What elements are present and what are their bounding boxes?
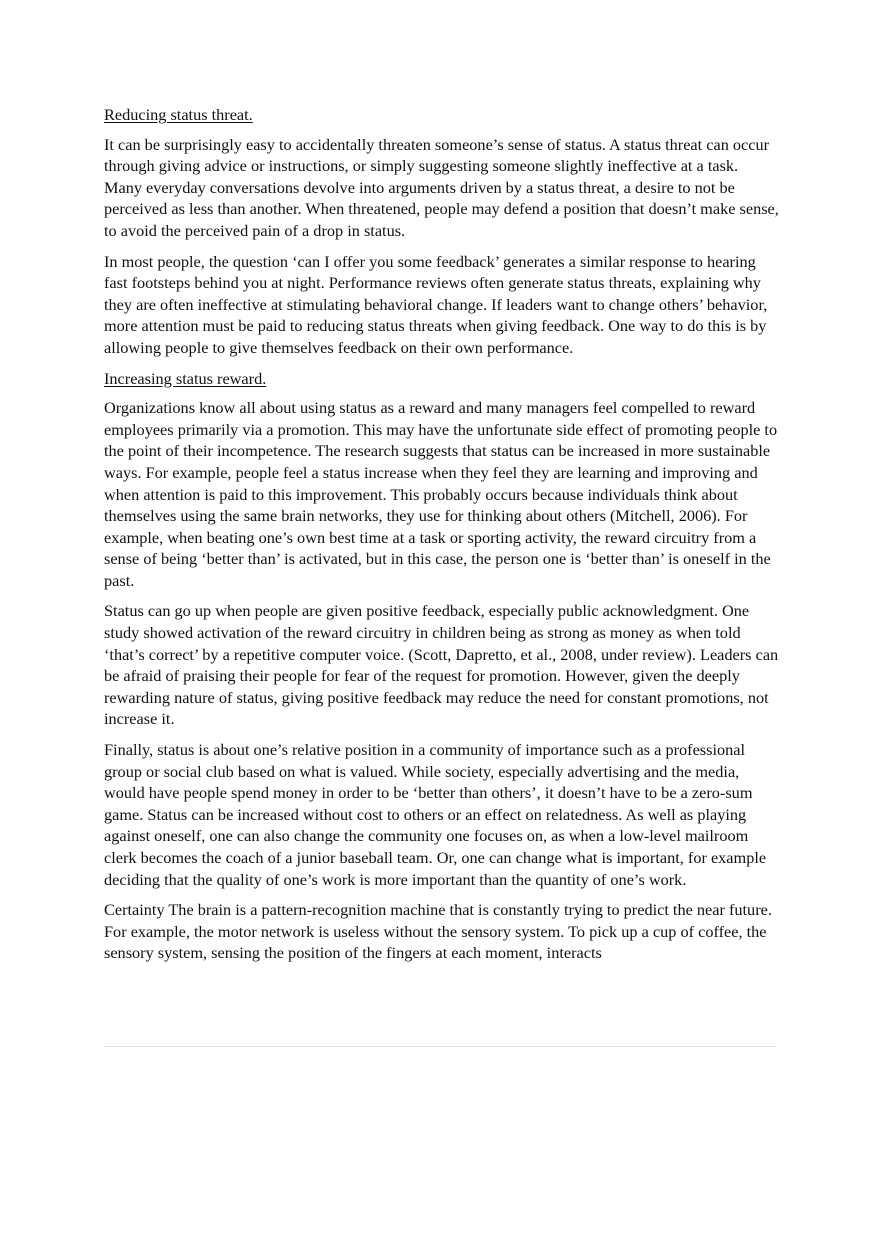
paragraph: In most people, the question ‘can I offer you some feedback’ generates a similar response to hearing fast footsteps behind you at night. Performance reviews often generate status threats, explaining why they are often ineffective at stimulating behavioral change. If leaders want to change others’ behavior, more attention must be paid to reducing status threats when giving feedback. One way to do this is by allowing people to give themselves feedback on their own performance.	[104, 251, 768, 357]
section-heading-reducing-status-threat: Reducing status threat.	[104, 105, 253, 124]
paragraph: Certainty The brain is a pattern-recognition machine that is constantly trying to predict the near future. For example, the motor network is useless without the sensory system. To pick up a cup of coffee, the sensory system, sensing the position of the fingers at each moment, interacts	[104, 900, 772, 963]
page-divider	[104, 1046, 776, 1047]
paragraph: Status can go up when people are given positive feedback, especially public acknowledgment. One study showed activation of the reward circuitry in children being as strong as money as when told ‘that’s correct’ by a repetitive computer voice. (Scott, Dapretto, et al., 2008, under review). Leaders can be afraid of praising their people for fear of the request for promotion. However, given the deeply rewarding nature of status, giving positive feedback may reduce the need for constant promotions, not increase it.	[104, 601, 779, 729]
document-body	[104, 104, 780, 964]
paragraph: Organizations know all about using status as a reward and many managers feel compelled to reward employees primarily via a promotion. This may have the unfortunate side effect of promoting people to the point of their incompetence. The research suggests that status can be increased in more sustainable ways. For example, people feel a status increase when they feel they are learning and improving and when attention is paid to this improvement. This probably occurs because individuals think about themselves using the same brain networks, they use for thinking about others (Mitchell, 2006). For example, when beating one’s own best time at a task or sporting activity, the reward circuitry from a sense of being ‘better than’ is activated, but in this case, the person one is ‘better than’ is oneself in the past.	[104, 398, 778, 590]
paragraph: Finally, status is about one’s relative position in a community of importance such as a professional group or social club based on what is valued. While society, especially advertising and the media, would have people spend money in order to be ‘better than others’, it doesn’t have to be a zero-sum game. Status can be increased without cost to others or an effect on relatedness. As well as playing against oneself, one can also change the community one focuses on, as when a low-level mailroom clerk becomes the coach of a junior baseball team. Or, one can change what is important, for example deciding that the quality of one’s work is more important than the quantity of one’s work.	[104, 740, 767, 889]
paragraph: It can be surprisingly easy to accidentally threaten someone’s sense of status. A status threat can occur through giving advice or instructions, or simply suggesting someone slightly ineffective at a task. Many everyday conversations devolve into arguments driven by a status threat, a desire to not be perceived as less than another. When threatened, people may defend a position that doesn’t make sense, to avoid the perceived pain of a drop in status.	[104, 134, 779, 240]
section-heading-increasing-status-reward: Increasing status reward.	[104, 368, 267, 388]
